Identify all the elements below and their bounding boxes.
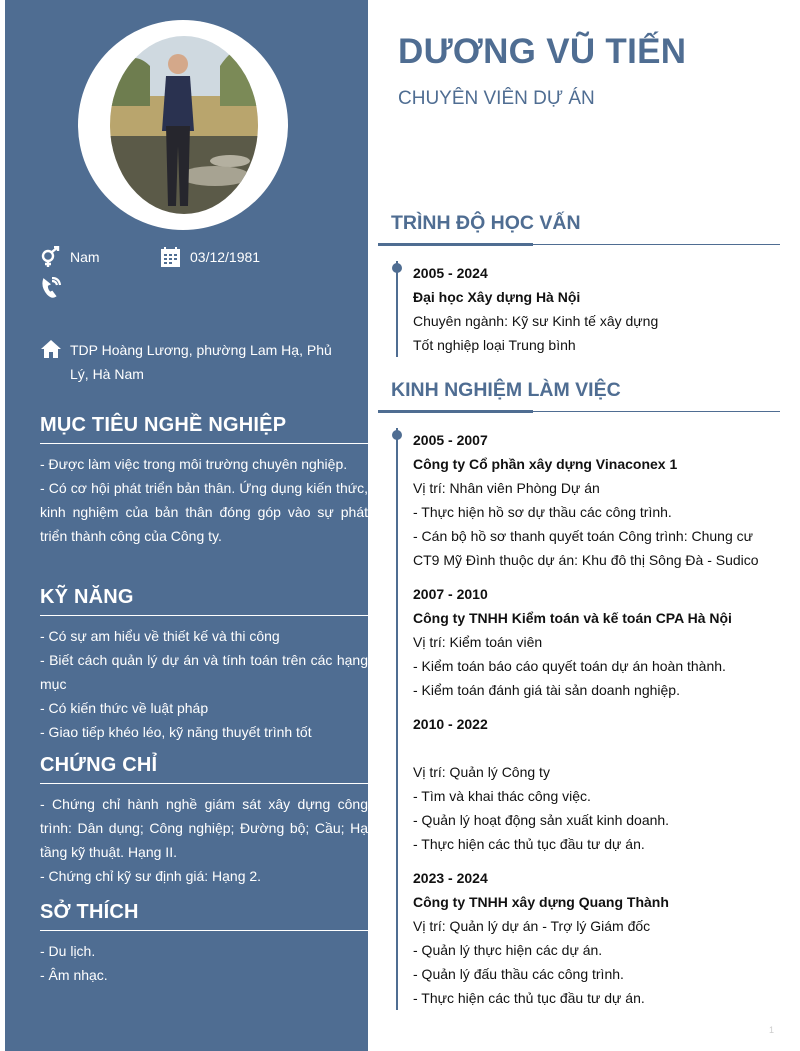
objective-line: - Được làm việc trong môi trường chuyên nghiệp. <box>40 456 348 472</box>
job-task: - Thực hiện các thủ tục đầu tư dự án. <box>413 836 645 852</box>
skill-line: - Có sự am hiểu về thiết kế và thi công <box>40 628 280 644</box>
page-number: 1 <box>768 1025 774 1035</box>
birthday-value: 03/12/1981 <box>190 249 261 265</box>
education-title: TRÌNH ĐỘ HỌC VẤN <box>378 212 780 245</box>
job-task: - Thực hiện hồ sơ dự thầu các công trình. <box>413 504 672 520</box>
education-school: Đại học Xây dựng Hà Nội <box>413 289 581 305</box>
calendar-icon <box>160 246 182 268</box>
gender-icon <box>40 246 62 268</box>
job-period: 2007 - 2010 <box>413 586 488 602</box>
job-company: Công ty Cổ phần xây dựng Vinaconex 1 <box>413 456 678 472</box>
certificates-section <box>40 754 368 888</box>
education-section <box>378 212 780 357</box>
job-period: 2023 - 2024 <box>413 870 488 886</box>
full-name: DƯƠNG VŨ TIẾN <box>398 32 687 71</box>
objective-line: - Có cơ hội phát triển bản thân. Ứng dụng kiến thức, kinh nghiệm của bản thân đóng góp vào sự phát triển thành công của Công ty. <box>40 480 368 544</box>
job-task: - Quản lý thực hiện các dự án. <box>413 942 603 958</box>
avatar <box>110 36 258 214</box>
skills-section <box>40 586 368 744</box>
gender-value: Nam <box>70 249 100 265</box>
education-grade: Tốt nghiệp loại Trung bình <box>413 337 576 353</box>
job-task: - Thực hiện các thủ tục đầu tư dự án. <box>413 990 645 1006</box>
hobby-line: - Âm nhạc. <box>40 967 108 983</box>
job-task: - Quản lý hoạt động sản xuất kinh doanh. <box>413 812 670 828</box>
skill-line: - Biết cách quản lý dự án và tính toán trên các hạng mục <box>40 652 368 692</box>
objective-text <box>40 452 368 548</box>
job-role: Vị trí: Kiểm toán viên <box>413 634 543 650</box>
job-task: - Quản lý đấu thầu các công trình. <box>413 966 624 982</box>
birthday-row <box>160 246 260 268</box>
gender-row <box>40 246 100 268</box>
certificate-line: - Chứng chỉ kỹ sư định giá: Hạng 2. <box>40 868 262 884</box>
certificate-line: - Chứng chỉ hành nghề giám sát xây dựng công trình: Dân dụng; Công nghiệp; Đường bộ; Cầu; Hạ tầng kỹ thuật. Hạng II. <box>40 796 368 860</box>
job-task: - Kiểm toán báo cáo quyết toán dự án hoàn thành. <box>413 658 726 674</box>
skill-line: - Giao tiếp khéo léo, kỹ năng thuyết trình tốt <box>40 724 312 740</box>
hobbies-title: SỞ THÍCH <box>40 901 368 931</box>
objective-title: MỤC TIÊU NGHỀ NGHIỆP <box>40 414 368 444</box>
education-entry <box>413 261 780 357</box>
address-row <box>40 338 340 386</box>
hobby-line: - Du lịch. <box>40 943 96 959</box>
skill-line: - Có kiến thức về luật pháp <box>40 700 209 716</box>
job-period: 2010 - 2022 <box>413 716 488 732</box>
address-value: TDP Hoàng Lương, phường Lam Hạ, Phủ Lý, Hà Nam <box>70 342 332 382</box>
job-role: Vị trí: Quản lý dự án - Trợ lý Giám đốc <box>413 918 651 934</box>
experience-timeline <box>396 428 780 1010</box>
job-entry <box>413 866 780 1010</box>
job-entry <box>413 428 780 572</box>
job-entry <box>413 712 780 856</box>
job-entry <box>413 582 780 702</box>
job-task: - Tìm và khai thác công việc. <box>413 788 591 804</box>
education-major: Chuyên ngành: Kỹ sư Kinh tế xây dựng <box>413 313 659 329</box>
job-company <box>413 736 780 760</box>
certificates-title: CHỨNG CHỈ <box>40 754 368 784</box>
skills-title: KỸ NĂNG <box>40 586 368 616</box>
job-role: Vị trí: Nhân viên Phòng Dự án <box>413 480 600 496</box>
job-period: 2005 - 2007 <box>413 432 488 448</box>
job-position: CHUYÊN VIÊN DỰ ÁN <box>398 88 595 109</box>
hobbies-section <box>40 901 368 987</box>
job-task: - Kiểm toán đánh giá tài sản doanh nghiệp. <box>413 682 680 698</box>
timeline-dot <box>392 263 402 273</box>
home-icon <box>40 338 62 360</box>
job-role: Vị trí: Quản lý Công ty <box>413 764 550 780</box>
job-company: Công ty TNHH Kiểm toán và kế toán CPA Hà Nội <box>413 610 732 626</box>
timeline-dot <box>392 430 402 440</box>
sidebar <box>5 0 368 1051</box>
experience-section <box>378 379 780 1010</box>
job-company: Công ty TNHH xây dựng Quang Thành <box>413 894 669 910</box>
job-task: - Cán bộ hồ sơ thanh quyết toán Công trình: Chung cư CT9 Mỹ Đình thuộc dự án: Khu đô thị Sông Đà - Sudico <box>413 528 759 568</box>
skills-text <box>40 624 368 744</box>
phone-row <box>40 277 70 299</box>
education-period: 2005 - 2024 <box>413 265 488 281</box>
hobbies-text <box>40 939 368 987</box>
objective-section <box>40 414 368 548</box>
education-timeline <box>396 261 780 357</box>
phone-icon <box>40 277 62 299</box>
certificates-text <box>40 792 368 888</box>
experience-title: KINH NGHIỆM LÀM VIỆC <box>378 379 780 412</box>
